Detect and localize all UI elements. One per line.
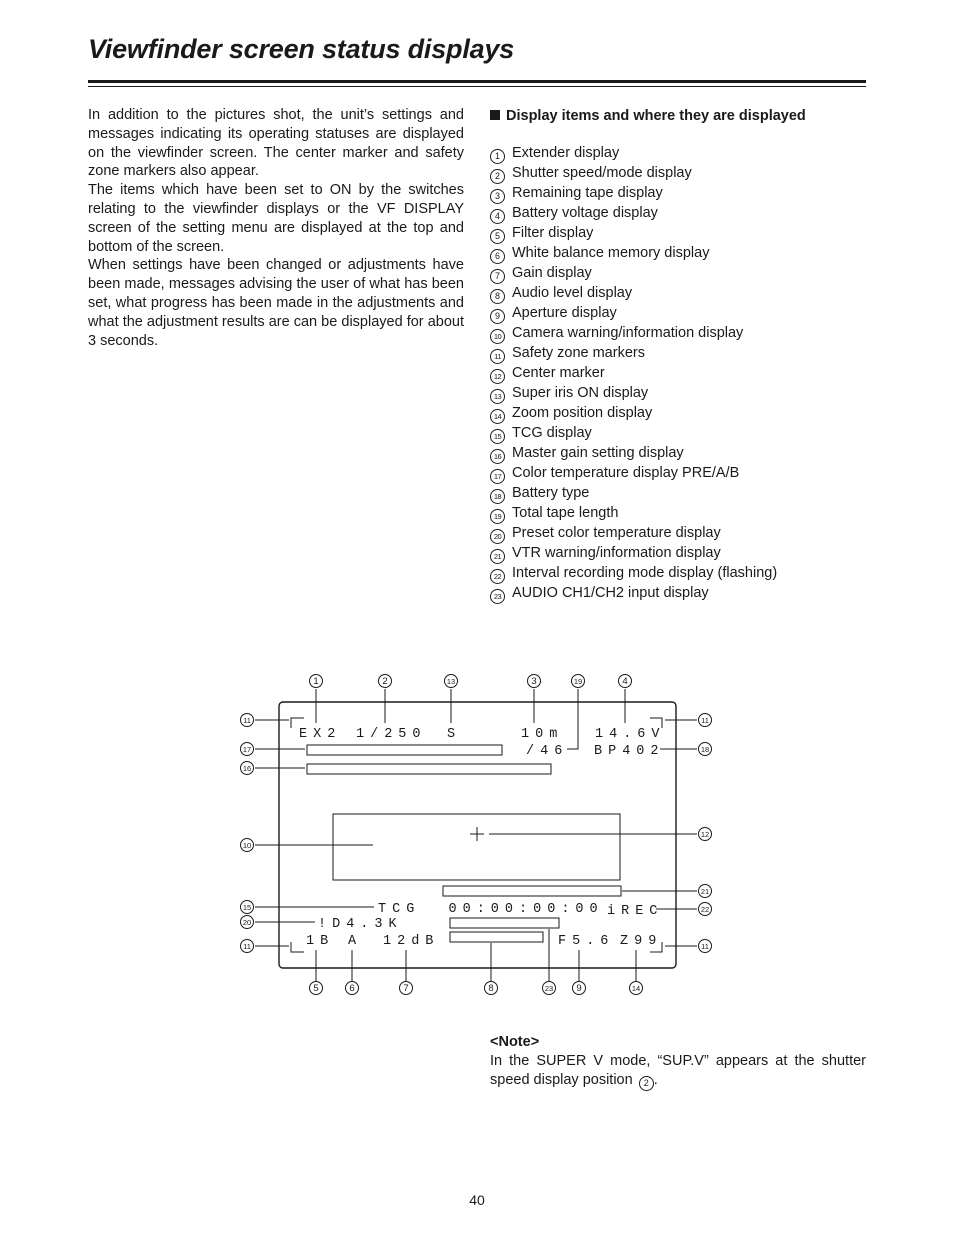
item-number: 20 [490,529,505,544]
note-text-block [490,1052,866,1091]
vf-aperture-text: F5.6 [558,934,615,949]
item-label: Battery voltage display [512,205,658,221]
camera-warning-box [333,814,620,880]
item-number: 23 [490,589,505,604]
item-number: 13 [490,389,505,404]
vf-wb-memory-text: A [348,934,363,949]
intro-paragraph: The items which have been set to ON by the switches relating to the viewfinder displays or the VF DISPLAY screen of the setting menu are displayed at the top and bottom of the screen. [88,182,464,255]
callout-number: 10 [242,841,252,850]
vf-filter-text: 1B [306,934,335,949]
item-number: 15 [490,429,505,444]
item-label: TCG display [512,425,592,441]
callout-number: 13 [446,677,456,686]
page-number: 40 [469,1192,485,1208]
intro-paragraph: When settings have been changed or adjustments have been made, messages advising the user of what has been set, what progress has been made in the adjustments and what the adjustment results are can be displayed for about 3 seconds. [88,257,464,349]
callout-number: 2 [382,676,388,687]
callout-number: 3 [531,676,537,687]
note-block [490,1033,866,1091]
vf-remaining-tape-text: 10m [521,727,564,742]
item-number: 21 [490,549,505,564]
note-suffix: . [653,1071,658,1088]
vf-battery-type-text: BP402 [594,744,665,759]
page-title: Viewfinder screen status displays [88,34,515,64]
callout-number: 17 [242,745,252,754]
item-number: 5 [490,229,505,244]
item-label: Battery type [512,485,590,501]
vf-extender-text: EX2 [299,727,342,742]
item-label: Extender display [512,145,620,161]
item-label: Total tape length [512,505,619,521]
item-label: Center marker [512,365,605,381]
note-heading: <Note> [490,1034,540,1050]
callout-number: 20 [242,918,252,927]
item-label: Color temperature display PRE/A/B [512,465,740,481]
item-number: 16 [490,449,505,464]
safety-zone-corner-bottom-left [291,942,304,952]
callout-number: 11 [243,716,251,725]
center-marker [470,827,484,841]
item-label: Audio level display [512,285,633,301]
master-gain-bar [307,764,551,774]
note-text: In the SUPER V mode, “SUP.V” appears at the shutter speed display position [490,1052,866,1088]
item-label: White balance memory display [512,245,710,261]
item-label: Gain display [512,265,592,281]
item-label: Filter display [512,225,594,241]
color-temperature-bar [307,745,502,755]
item-number: 1 [490,149,505,164]
item-label: Remaining tape display [512,185,663,201]
callout-number: 1 [313,676,319,687]
item-number: 6 [490,249,505,264]
callout-number: 23 [544,984,554,993]
item-label: Aperture display [512,305,617,321]
item-number: 8 [490,289,505,304]
item-number: 12 [490,369,505,384]
intro-paragraph: In addition to the pictures shot, the unit’s settings and messages indicating its operating statuses are displayed on the viewfinder screen. The center marker and safety zone markers also appear. [88,107,464,180]
vf-shutter-text: 1/250 [356,727,427,742]
item-number: 14 [490,409,505,424]
callout-number: 8 [488,983,494,994]
display-items-heading-text: Display items and where they are displayed [506,108,806,124]
callout-number: 5 [313,983,319,994]
item-number: 2 [490,169,505,184]
vtr-warning-bar [443,886,621,896]
item-number: 3 [490,189,505,204]
item-label: Shutter speed/mode display [512,165,692,181]
vf-super-iris-text: S [447,727,462,742]
item-label: Super iris ON display [512,385,649,401]
callout-number: 18 [700,745,710,754]
audio-level-bar [450,932,543,942]
item-number: 9 [490,309,505,324]
callout-number: 11 [243,942,251,951]
callout-number: 12 [700,830,710,839]
vf-gain-text: 12dB [383,934,440,949]
item-label: Preset color temperature display [512,525,721,541]
vf-total-tape-text: /46 [526,744,569,759]
item-label: AUDIO CH1/CH2 input display [512,585,709,601]
callout-number: 4 [622,676,628,687]
callout-number: 16 [242,764,252,773]
note-ref-number: 2 [639,1076,654,1091]
callout-number: 6 [349,983,355,994]
item-number: 11 [490,349,505,364]
vf-battery-voltage-text: 14.6V [595,727,666,742]
callout-number: 22 [700,905,710,914]
callout-number: 9 [576,983,582,994]
item-number: 17 [490,469,505,484]
vf-preset-temp-text: !D4.3K [318,917,403,932]
callout-number: 14 [631,984,641,993]
item-number: 19 [490,509,505,524]
callout-number: 15 [242,903,252,912]
vf-zoom-text: Z99 [620,934,663,949]
callout-number: 7 [403,983,409,994]
item-label: Interval recording mode display (flashing) [512,565,778,581]
callout-number: 19 [573,677,583,686]
callout-number: 11 [701,716,709,725]
item-label: Master gain setting display [512,445,684,461]
item-label: Camera warning/information display [512,325,744,341]
item-number: 10 [490,329,505,344]
item-number: 22 [490,569,505,584]
item-label: Zoom position display [512,405,653,421]
item-number: 4 [490,209,505,224]
vf-tcg-text: TCG 00:00:00:00 [378,902,604,917]
item-label: Safety zone markers [512,345,645,361]
callout-number: 21 [700,887,710,896]
callout-number: 11 [701,942,709,951]
item-label: VTR warning/information display [512,545,721,561]
audio-input-bar [450,918,559,928]
item-number: 7 [490,269,505,284]
vf-irec-text: iREC [607,904,664,919]
item-number: 18 [490,489,505,504]
